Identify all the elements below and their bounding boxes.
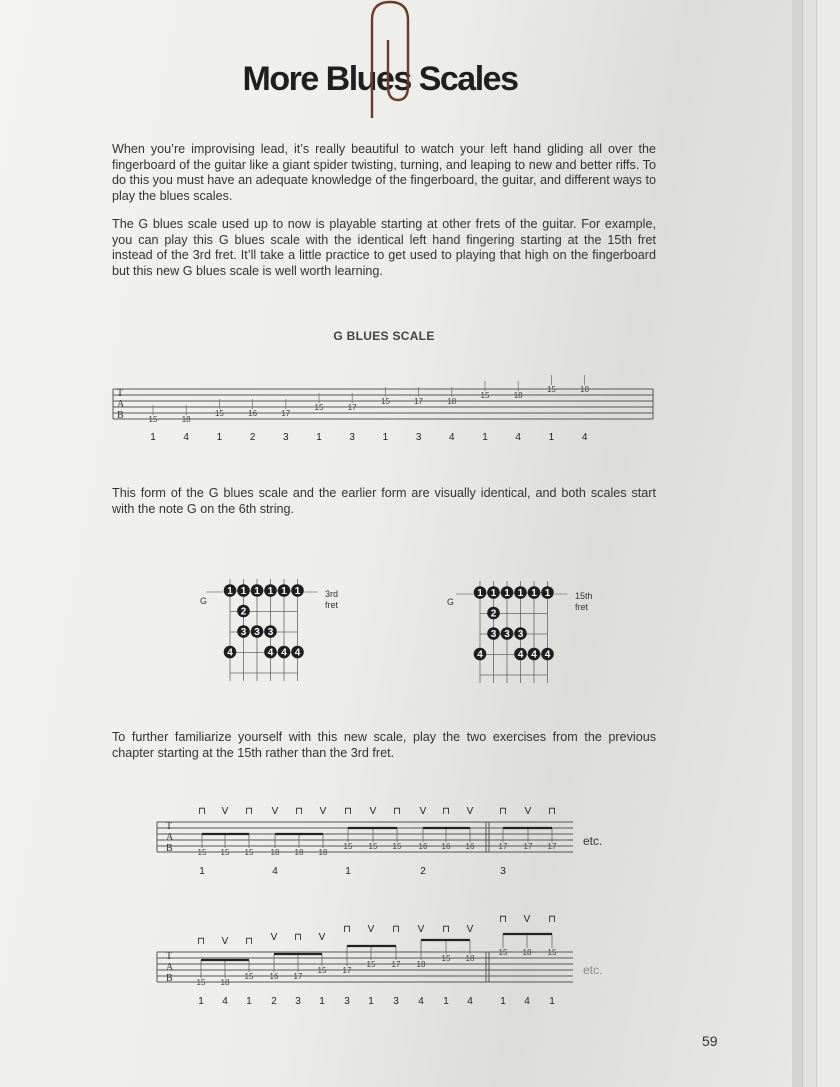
- finger-dot-label: 4: [281, 647, 287, 659]
- tab-fret-number: 15: [343, 842, 353, 851]
- pick-stroke: ⊓: [442, 924, 450, 935]
- tab-fret-number: 16: [418, 842, 428, 851]
- finger-number: 1: [319, 996, 325, 1007]
- pick-stroke: ⊓: [548, 914, 556, 925]
- diagram-unit-label: fret: [575, 602, 589, 612]
- finger-dot-label: 3: [490, 629, 497, 641]
- tab-fret-number: 15: [547, 948, 557, 957]
- finger-dot-label: 2: [490, 608, 497, 620]
- diagram-note-label: G: [200, 596, 208, 606]
- tab-letter: T: [166, 821, 173, 832]
- finger-dot-label: 1: [490, 588, 497, 600]
- tab-fret-number: 16: [248, 409, 258, 418]
- tab-fret-number: 16: [465, 842, 475, 851]
- exercise-paragraph: To further familiarize yourself with this new scale, play the two exercises from the previous chapter starting at the 15th rather than the 3rd fret.: [112, 730, 656, 760]
- tab-fret-number: 15: [441, 954, 451, 963]
- etc-label: etc.: [583, 834, 603, 848]
- finger-number: 1: [382, 432, 389, 443]
- scale-paragraph: The G blues scale used up to now is playable starting at other frets of the guitar. For example, you can play this G blues scale with the identical left hand fingering starting at the 15th fret instead of the 3rd fret. It’ll take a little practice to get used to playing that high on the fingerboard but this new G blues scale is well worth learning.: [112, 217, 656, 278]
- tab-fret-number: 18: [513, 391, 523, 400]
- pick-stroke: V: [523, 914, 531, 925]
- tab-fret-number: 18: [318, 848, 328, 857]
- tab-fret-number: 15: [366, 960, 376, 969]
- page-title: More Blues Scales: [242, 60, 518, 98]
- tab-fret-number: 15: [244, 972, 254, 981]
- pick-stroke: V: [466, 924, 474, 935]
- finger-number: 3: [283, 432, 289, 443]
- tab-fret-number: 16: [441, 842, 451, 851]
- pick-stroke: V: [369, 806, 377, 817]
- pick-stroke: ⊓: [344, 806, 352, 817]
- etc-label: etc.: [583, 963, 603, 977]
- tab-fret-number: 15: [317, 966, 327, 975]
- fretboard-diagram-15th: [456, 581, 568, 683]
- finger-dot-label: 1: [517, 588, 524, 600]
- finger-number: 4: [222, 996, 228, 1007]
- finger-number: 3: [295, 996, 301, 1007]
- finger-dot-label: 1: [477, 588, 483, 600]
- finger-number: 1: [150, 432, 156, 443]
- finger-dot-label: 1: [504, 588, 510, 600]
- finger-dot-label: 2: [240, 606, 247, 618]
- pick-stroke: ⊓: [294, 932, 302, 943]
- finger-number: 3: [415, 432, 422, 443]
- pick-stroke: V: [419, 806, 427, 817]
- diagram-note-label: G: [447, 597, 455, 607]
- tab-fret-number: 15: [196, 978, 206, 987]
- finger-number: 4: [449, 432, 455, 443]
- intro-paragraph: When you’re improvising lead, it’s really beautiful to watch your left hand gliding all over the fingerboard of the guitar like a giant spider twisting, turning, and leaping to new and better riffs. To do this you must have an adequate knowledge of the fingerboard, the guitar, and different ways to play the blues scales.: [112, 142, 656, 203]
- finger-number: 4: [272, 866, 278, 877]
- tab-fret-number: 17: [347, 403, 357, 412]
- finger-dot-label: 1: [544, 588, 551, 600]
- tab-letter: B: [166, 973, 173, 984]
- tab-fret-number: 15: [197, 848, 207, 857]
- tab-fret-number: 15: [480, 391, 490, 400]
- tab-fret-number: 18: [294, 848, 304, 857]
- tab-letter: T: [166, 951, 173, 962]
- tab-fret-number: 17: [547, 842, 557, 851]
- finger-dot-label: 1: [294, 586, 301, 598]
- finger-number: 4: [524, 996, 530, 1007]
- pick-stroke: V: [271, 806, 279, 817]
- finger-number: 2: [271, 996, 277, 1007]
- tab-fret-number: 15: [214, 409, 224, 418]
- finger-dot-label: 3: [240, 627, 247, 639]
- tab-letter: A: [117, 399, 125, 410]
- finger-dot-label: 4: [517, 649, 524, 661]
- finger-dot-label: 3: [504, 629, 510, 641]
- tab-fret-number: 18: [416, 960, 426, 969]
- tab-fret-number: 15: [368, 842, 378, 851]
- tab-fret-number: 17: [281, 409, 291, 418]
- tab-fret-number: 15: [148, 415, 158, 424]
- tab-letter: A: [166, 832, 174, 843]
- finger-number: 1: [216, 432, 223, 443]
- pick-stroke: ⊓: [198, 806, 206, 817]
- finger-dot-label: 1: [227, 586, 233, 598]
- tab-fret-number: 18: [220, 978, 230, 987]
- finger-number: 3: [500, 866, 506, 877]
- pick-stroke: ⊓: [499, 806, 507, 817]
- tab-fret-number: 15: [392, 842, 402, 851]
- tab-letter: B: [117, 410, 124, 421]
- finger-dot-label: 1: [531, 588, 537, 600]
- pick-stroke: ⊓: [393, 806, 401, 817]
- pick-stroke: V: [417, 924, 425, 935]
- finger-dot-label: 1: [267, 586, 274, 598]
- pick-stroke: ⊓: [548, 806, 556, 817]
- finger-number: 1: [548, 432, 555, 443]
- finger-number: 4: [581, 432, 588, 443]
- finger-dot-label: 3: [267, 627, 274, 639]
- finger-number: 2: [420, 866, 426, 877]
- pick-stroke: ⊓: [343, 924, 351, 935]
- pick-stroke: V: [221, 936, 229, 947]
- tab-fret-number: 16: [269, 972, 279, 981]
- finger-number: 1: [199, 866, 205, 877]
- diagram-unit-label: fret: [325, 600, 339, 610]
- tab-fret-number: 17: [293, 972, 303, 981]
- tab-fret-number: 17: [498, 842, 508, 851]
- tab-fret-number: 15: [244, 848, 254, 857]
- tab-fret-number: 18: [270, 848, 280, 857]
- finger-number: 3: [344, 996, 350, 1007]
- page-number: 59: [702, 1033, 718, 1049]
- finger-dot-label: 4: [294, 647, 301, 659]
- diagram-paragraph: This form of the G blues scale and the earlier form are visually identical, and both scales start with the note G on the 6th string.: [112, 486, 656, 516]
- diagram-position-label: 3rd: [325, 589, 339, 599]
- tab-fret-number: 18: [465, 954, 475, 963]
- finger-number: 3: [393, 996, 399, 1007]
- finger-dot-label: 3: [517, 629, 524, 641]
- finger-number: 1: [500, 996, 506, 1007]
- pick-stroke: V: [318, 932, 326, 943]
- tab-fret-number: 17: [342, 966, 352, 975]
- pick-stroke: V: [221, 806, 229, 817]
- fretboard-diagram-3rd: [206, 579, 318, 681]
- finger-number: 4: [183, 432, 189, 443]
- tab-fret-number: 17: [523, 842, 533, 851]
- tab-fret-number: 15: [380, 397, 390, 406]
- finger-number: 1: [368, 996, 374, 1007]
- tab-fret-number: 15: [546, 385, 556, 394]
- finger-number: 1: [549, 996, 555, 1007]
- scale-tab-notes: [149, 375, 590, 443]
- finger-dot-label: 1: [254, 586, 260, 598]
- finger-dot-label: 4: [477, 649, 483, 661]
- pick-stroke: ⊓: [392, 924, 400, 935]
- tab-fret-number: 15: [314, 403, 324, 412]
- tab-fret-number: 18: [522, 948, 532, 957]
- pick-stroke: V: [524, 806, 532, 817]
- finger-number: 4: [467, 996, 473, 1007]
- finger-dot-label: 4: [531, 649, 537, 661]
- tab-fret-number: 17: [391, 960, 401, 969]
- tab-letter: T: [117, 388, 124, 399]
- finger-number: 4: [418, 996, 424, 1007]
- exercise1-notes: [198, 806, 557, 877]
- tab-fret-number: 18: [181, 415, 191, 424]
- pick-stroke: ⊓: [197, 936, 205, 947]
- finger-number: 1: [345, 866, 351, 877]
- finger-number: 1: [443, 996, 449, 1007]
- finger-dot-label: 4: [544, 649, 551, 661]
- tab-fret-number: 15: [220, 848, 230, 857]
- finger-number: 2: [249, 432, 256, 443]
- pick-stroke: V: [270, 932, 278, 943]
- finger-number: 3: [349, 432, 355, 443]
- finger-dot-label: 4: [267, 647, 274, 659]
- pick-stroke: ⊓: [295, 806, 303, 817]
- pick-stroke: V: [367, 924, 375, 935]
- pick-stroke: ⊓: [499, 914, 507, 925]
- finger-dot-label: 1: [240, 586, 247, 598]
- pick-stroke: ⊓: [245, 936, 253, 947]
- pick-stroke: ⊓: [442, 806, 450, 817]
- finger-number: 1: [316, 432, 322, 443]
- diagram-position-label: 15th: [575, 591, 593, 601]
- finger-dot-label: 1: [281, 586, 287, 598]
- tab-fret-number: 18: [580, 385, 590, 394]
- pick-stroke: V: [319, 806, 327, 817]
- tab-fret-number: 18: [447, 397, 457, 406]
- scale-title: G BLUES SCALE: [333, 329, 435, 343]
- tab-fret-number: 15: [498, 948, 508, 957]
- tab-letter: B: [166, 843, 173, 854]
- finger-number: 1: [198, 996, 204, 1007]
- finger-number: 1: [246, 996, 252, 1007]
- finger-number: 4: [515, 432, 521, 443]
- pick-stroke: ⊓: [245, 806, 253, 817]
- pick-stroke: V: [466, 806, 474, 817]
- paperclip-icon: [372, 2, 408, 118]
- finger-number: 1: [482, 432, 488, 443]
- finger-dot-label: 4: [227, 647, 233, 659]
- tab-letter: A: [166, 962, 174, 973]
- exercise2-notes: [197, 914, 557, 1007]
- finger-dot-label: 3: [254, 627, 260, 639]
- tab-fret-number: 17: [414, 397, 424, 406]
